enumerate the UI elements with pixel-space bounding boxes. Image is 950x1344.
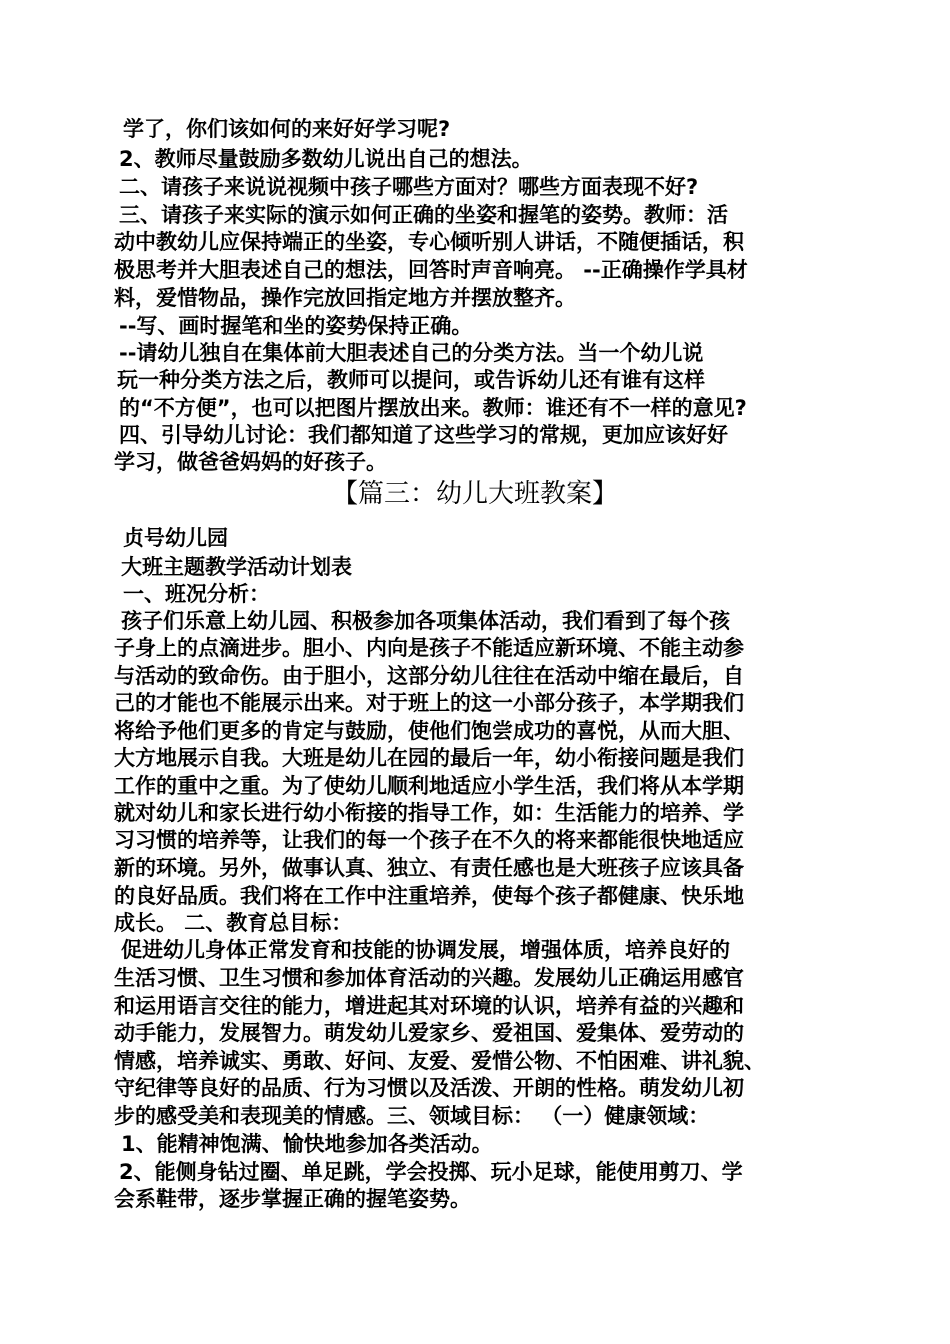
text-line: 动中教幼儿应保持端正的坐姿，专心倾听别人讲话，不随便插话，积 [114, 230, 744, 254]
text-line: 2、能侧身钻过圈、单足跳，学会投掷、玩小足球，能使用剪刀、学 [119, 1160, 743, 1184]
text-line: 习习惯的培养等，让我们的每一个孩子在不久的将来都能很快地适应 [114, 828, 744, 852]
text-line: 成长。 二、教育总目标： [114, 911, 353, 935]
text-line: --请幼儿独自在集体前大胆表述自己的分类方法。当一个幼儿说 [119, 341, 704, 365]
text-line: 贞号幼儿园 [123, 526, 228, 550]
text-line: 守纪律等良好的品质、行为习惯以及活泼、开朗的性格。萌发幼儿初 [114, 1076, 744, 1100]
text-line: 极思考并大胆表述自己的想法，回答时声音响亮。 --正确操作学具材 [114, 258, 748, 282]
text-line: 料，爱惜物品，操作完放回指定地方并摆放整齐。 [114, 286, 576, 310]
text-line: 的“不方便”，也可以把图片摆放出来。教师：谁还有不一样的意见? [119, 396, 747, 420]
text-line: 三、请孩子来实际的演示如何正确的坐姿和握笔的姿势。教师：活 [119, 203, 728, 227]
text-line: 一、班况分析： [123, 582, 270, 606]
text-line: 大方地展示自我。大班是幼儿在园的最后一年，幼小衔接问题是我们 [114, 746, 744, 770]
text-line: 四、引导幼儿讨论：我们都知道了这些学习的常规，更加应该好好 [119, 423, 728, 447]
text-line: 新的环境。另外，做事认真、独立、有责任感也是大班孩子应该具备 [114, 856, 744, 880]
text-line: 1、能精神饱满、愉快地参加各类活动。 [121, 1132, 493, 1156]
text-line: 动手能力，发展智力。萌发幼儿爱家乡、爱祖国、爱集体、爱劳动的 [114, 1021, 744, 1045]
text-line: 和运用语言交往的能力，增进起其对环境的认识，培养有益的兴趣和 [114, 994, 744, 1018]
text-line: 情感，培养诚实、勇敢、好问、友爱、爱惜公物、不怕困难、讲礼貌、 [114, 1049, 765, 1073]
text-line: 子身上的点滴进步。胆小、内向是孩子不能适应新环境、不能主动参 [114, 636, 744, 660]
text-line: 学了，你们该如何的来好好学习呢? [123, 117, 451, 141]
text-line: 2、教师尽量鼓励多数幼儿说出自己的想法。 [119, 147, 533, 171]
text-line: 二、请孩子来说说视频中孩子哪些方面对？哪些方面表现不好? [119, 175, 699, 199]
text-line: 己的才能也不能展示出来。对于班上的这一小部分孩子，本学期我们 [114, 691, 744, 715]
section-heading: 【篇三：幼儿大班教案】 [331, 479, 618, 509]
text-line: 玩一种分类方法之后，教师可以提问，或告诉幼儿还有谁有这样 [117, 368, 705, 392]
text-line: 学习，做爸爸妈妈的好孩子。 [114, 450, 387, 474]
text-line: 将给予他们更多的肯定与鼓励，使他们饱尝成功的喜悦，从而大胆、 [114, 719, 744, 743]
text-line: 促进幼儿身体正常发育和技能的协调发展，增强体质，培养良好的 [121, 938, 730, 962]
text-line: 孩子们乐意上幼儿园、积极参加各项集体活动，我们看到了每个孩 [121, 609, 730, 633]
text-line: 的良好品质。我们将在工作中注重培养，使每个孩子都健康、快乐地 [114, 884, 744, 908]
text-line: 生活习惯、卫生习惯和参加体育活动的兴趣。发展幼儿正确运用感官 [114, 966, 744, 990]
text-line: 工作的重中之重。为了使幼儿顺利地适应小学生活，我们将从本学期 [114, 774, 744, 798]
text-line: --写、画时握笔和坐的姿势保持正确。 [119, 314, 473, 338]
text-line: 步的感受美和表现美的情感。三、领域目标： （一）健康领域： [114, 1104, 710, 1128]
text-line: 就对幼儿和家长进行幼小衔接的指导工作，如：生活能力的培养、学 [114, 801, 744, 825]
text-line: 大班主题教学活动计划表 [121, 555, 352, 579]
text-line: 会系鞋带，逐步掌握正确的握笔姿势。 [114, 1187, 471, 1211]
text-line: 与活动的致命伤。由于胆小，这部分幼儿往往在活动中缩在最后，自 [114, 664, 744, 688]
